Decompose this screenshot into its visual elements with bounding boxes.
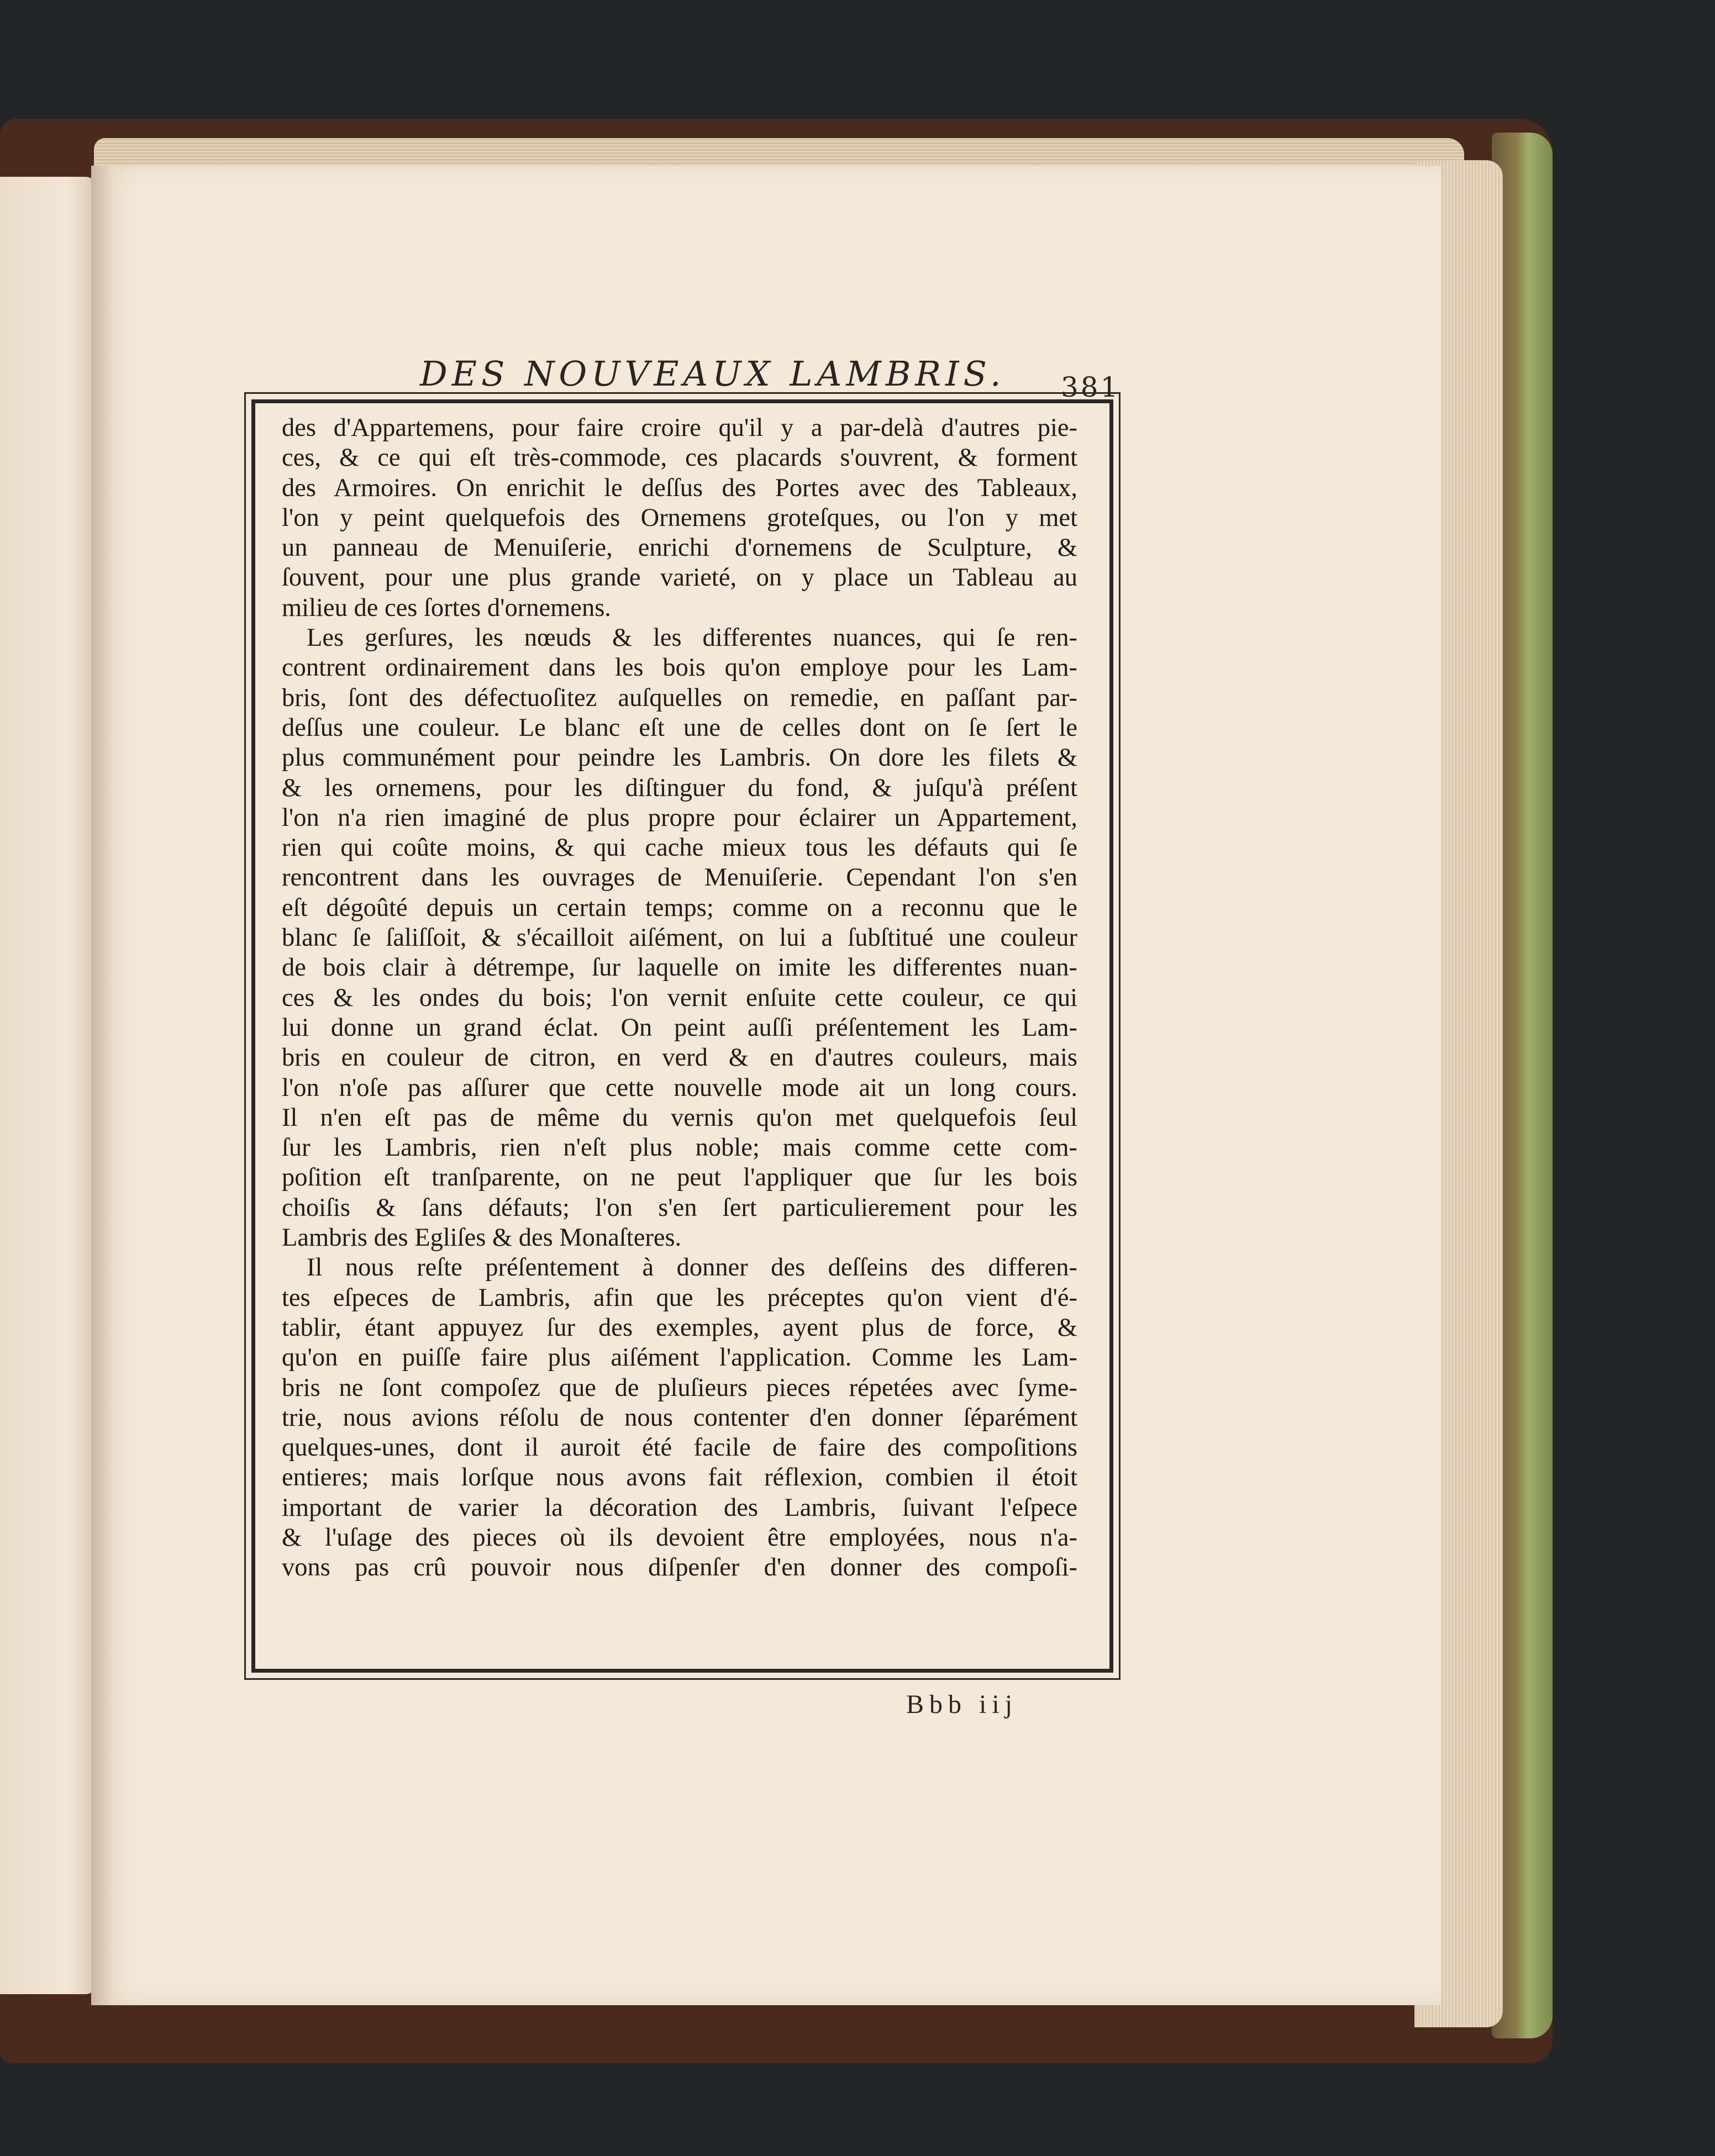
- text-line: rien qui coûte moins, & qui cache mieux tous les défauts qui ſe: [282, 834, 1077, 862]
- facing-page-edge: [0, 177, 97, 1994]
- text-line: plus communément pour peindre les Lambris. On dore les filets &: [282, 744, 1077, 772]
- text-line: des d'Appartemens, pour faire croire qu'il y a par-delà d'autres pie-: [282, 414, 1077, 442]
- text-line: tes eſpeces de Lambris, afin que les préceptes qu'on vient d'é-: [282, 1283, 1077, 1312]
- text-line: contrent ordinairement dans les bois qu'on employe pour les Lam-: [282, 653, 1077, 682]
- text-line: ſouvent, pour une plus grande varieté, on y place un Tableau au: [282, 563, 1077, 592]
- text-line: quelques-unes, dont il auroit été facile de faire des compoſitions: [282, 1433, 1077, 1462]
- text-line: milieu de ces ſortes d'ornemens.: [282, 593, 611, 622]
- text-line: de bois clair à détrempe, ſur laquelle on imite les differentes nuan-: [282, 953, 1077, 982]
- text-line: trie, nous avions réſolu de nous contenter d'en donner ſéparément: [282, 1403, 1077, 1432]
- text-line: ſur les Lambris, rien n'eſt plus noble; mais comme cette com-: [282, 1134, 1077, 1162]
- text-line: lui donne un grand éclat. On peint auſſi préſentement les Lam-: [282, 1013, 1077, 1042]
- text-line: Lambris des Egliſes & des Monaſteres.: [282, 1224, 682, 1252]
- text-line: bris en couleur de citron, en verd & en d'autres couleurs, mais: [282, 1043, 1077, 1072]
- text-line: & les ornemens, pour les diſtinguer du fond, & juſqu'à préſent: [282, 773, 1077, 802]
- text-line: eſt dégoûté depuis un certain temps; comme on a reconnu que le: [282, 893, 1077, 922]
- text-line: important de varier la décoration des Lambris, ſuivant l'eſpece: [282, 1493, 1077, 1522]
- text-line: l'on y peint quelquefois des Ornemens groteſques, ou l'on y met: [282, 503, 1077, 532]
- running-head: DES NOUVEAUX LAMBRIS.: [420, 354, 1006, 394]
- page-gutter: [91, 166, 113, 2005]
- text-line: Les gerſures, les nœuds & les differentes nuances, qui ſe ren-: [307, 624, 1077, 652]
- text-line: qu'on en puiſſe faire plus aiſément l'application. Comme les Lam-: [282, 1343, 1077, 1372]
- text-line: un panneau de Menuiſerie, enrichi d'ornemens de Sculpture, &: [282, 534, 1077, 562]
- text-line: vons pas crû pouvoir nous diſpenſer d'en donner des compoſi-: [282, 1553, 1077, 1582]
- text-line: l'on n'oſe pas aſſurer que cette nouvelle mode ait un long cours.: [282, 1073, 1077, 1102]
- text-line: Il n'en eſt pas de même du vernis qu'on met quelquefois ſeul: [282, 1103, 1077, 1132]
- text-line: bris, ſont des défectuoſitez auſquelles on remedie, en paſſant par-: [282, 683, 1077, 712]
- text-line: ces, & ce qui eſt très-commode, ces placards s'ouvrent, & forment: [282, 444, 1077, 472]
- text-line: choiſis & ſans défauts; l'on s'en ſert particulierement pour les: [282, 1193, 1077, 1222]
- text-line: entieres; mais lorſque nous avons fait réflexion, combien il étoit: [282, 1463, 1077, 1492]
- text-line: des Armoires. On enrichit le deſſus des Portes avec des Tableaux,: [282, 473, 1077, 502]
- signature-mark: Bbb iij: [906, 1690, 1018, 1719]
- text-line: poſition eſt tranſparente, on ne peut l'appliquer que ſur les bois: [282, 1163, 1077, 1192]
- text-line: tablir, étant appuyez ſur des exemples, ayent plus de force, &: [282, 1313, 1077, 1342]
- page-number: 381: [1061, 371, 1120, 403]
- text-line: ces & les ondes du bois; l'on vernit enſuite cette couleur, ce qui: [282, 983, 1077, 1012]
- text-line: deſſus une couleur. Le blanc eſt une de celles dont on ſe ſert le: [282, 713, 1077, 742]
- text-line: blanc ſe ſaliſſoit, & s'écailloit aiſément, on lui a ſubſtitué une couleur: [282, 924, 1077, 952]
- text-line: bris ne ſont compoſez que de pluſieurs pieces répetées avec ſyme-: [282, 1373, 1077, 1402]
- text-line: Il nous reſte préſentement à donner des deſſeins des differen-: [307, 1253, 1077, 1282]
- text-line: & l'uſage des pieces où ils devoient être employées, nous n'a-: [282, 1523, 1077, 1552]
- body-text: [282, 413, 1077, 1583]
- text-line: l'on n'a rien imaginé de plus propre pour éclairer un Appartement,: [282, 803, 1077, 832]
- text-line: rencontrent dans les ouvrages de Menuiſerie. Cependant l'on s'en: [282, 863, 1077, 892]
